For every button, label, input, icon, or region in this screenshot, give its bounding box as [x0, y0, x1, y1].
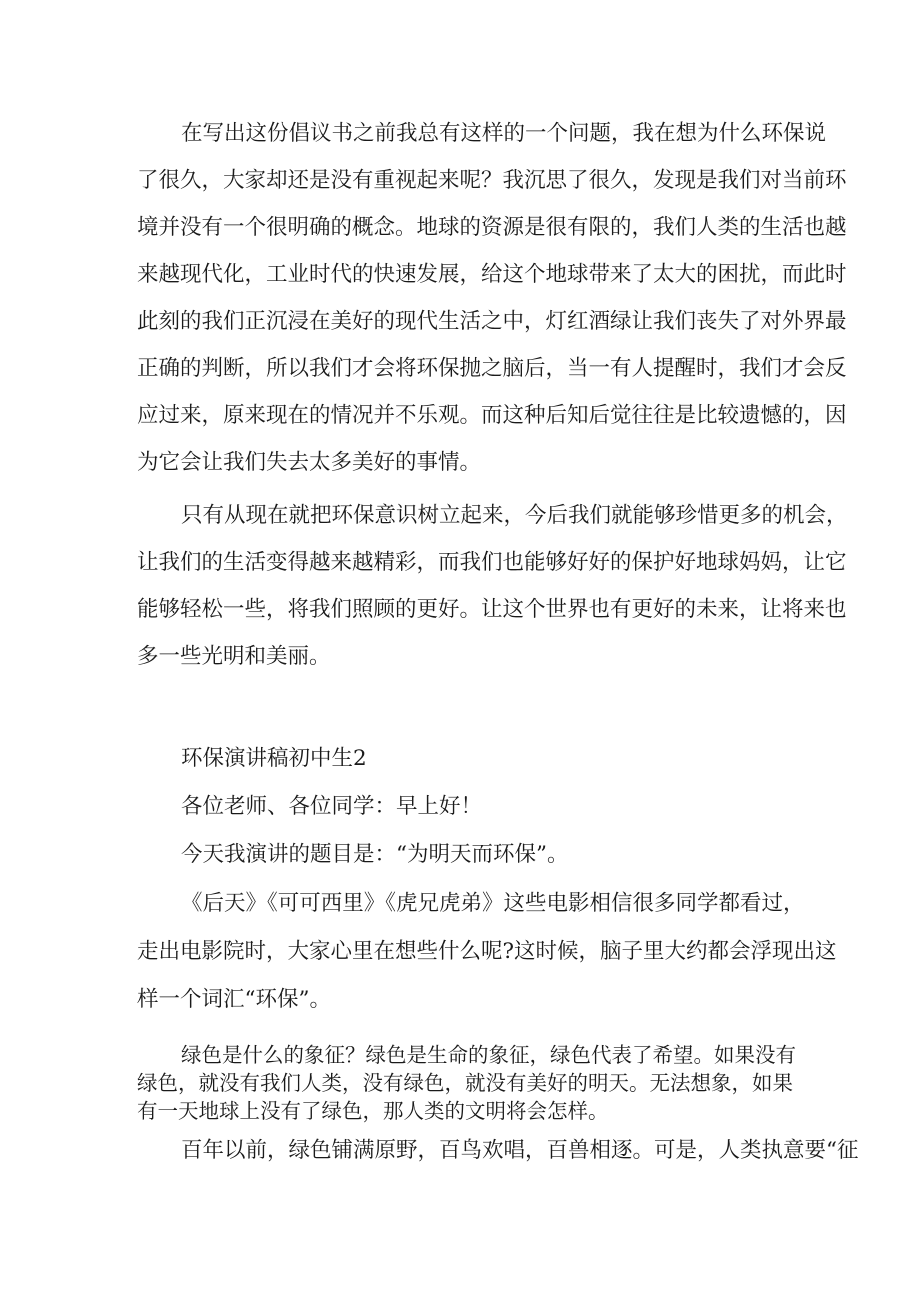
paragraph-2-line-3: 能够轻松一些，将我们照顾的更好。让这个世界也有更好的未来，让将来也: [137, 597, 847, 622]
speech-topic: 今天我演讲的题目是：“为明天而环保”。: [181, 842, 569, 867]
greeting: 各位老师、各位同学：早上好！: [181, 794, 483, 819]
paragraph-1-line-6: 正确的判断，所以我们才会将环保抛之脑后，当一有人提醒时，我们才会反: [137, 356, 847, 381]
paragraph-2-line-2: 让我们的生活变得越来越精彩，而我们也能够好好的保护好地球妈妈，让它: [137, 550, 847, 575]
paragraph-1-line-5: 此刻的我们正沉浸在美好的现代生活之中，灯红酒绿让我们丧失了对外界最: [137, 309, 847, 334]
section-title: 环保演讲稿初中生2: [181, 746, 367, 771]
paragraph-1-line-4: 来越现代化，工业时代的快速发展，给这个地球带来了太大的困扰，而此时: [137, 262, 847, 287]
paragraph-1-line-1: 在写出这份倡议书之前我总有这样的一个问题，我在想为什么环保说: [181, 121, 827, 146]
paragraph-1-line-3: 境并没有一个很明确的概念。地球的资源是很有限的，我们人类的生活也越: [137, 215, 847, 240]
paragraph-4-line-3: 有一天地球上没有了绿色，那人类的文明将会怎样。: [137, 1099, 609, 1123]
paragraph-5-line-1: 百年以前，绿色铺满原野，百鸟欢唱，百兽相逐。可是，人类执意要“征: [181, 1138, 859, 1163]
paragraph-3-line-3: 样一个词汇“环保”。: [137, 987, 331, 1012]
paragraph-4-line-1: 绿色是什么的象征？绿色是生命的象征，绿色代表了希望。如果没有: [181, 1043, 796, 1067]
paragraph-2-line-1: 只有从现在就把环保意识树立起来，今后我们就能够珍惜更多的机会，: [181, 503, 848, 528]
paragraph-4-line-2: 绿色，就没有我们人类，没有绿色，就没有美好的明天。无法想象，如果: [137, 1071, 793, 1095]
paragraph-1-line-7: 应过来，原来现在的情况并不乐观。而这种后知后觉往往是比较遗憾的，因: [137, 403, 847, 428]
paragraph-1-line-8: 为它会让我们失去太多美好的事情。: [137, 450, 482, 475]
paragraph-3-line-1: 《后天》《可可西里》《虎兄虎弟》这些电影相信很多同学都看过，: [181, 891, 805, 916]
paragraph-3-line-2: 走出电影院时，大家心里在想些什么呢?这时候，脑子里大约都会浮现出这: [137, 939, 837, 964]
paragraph-1-line-2: 了很久，大家却还是没有重视起来呢？我沉思了很久，发现是我们对当前环: [137, 168, 847, 193]
paragraph-2-line-4: 多一些光明和美丽。: [137, 644, 331, 669]
